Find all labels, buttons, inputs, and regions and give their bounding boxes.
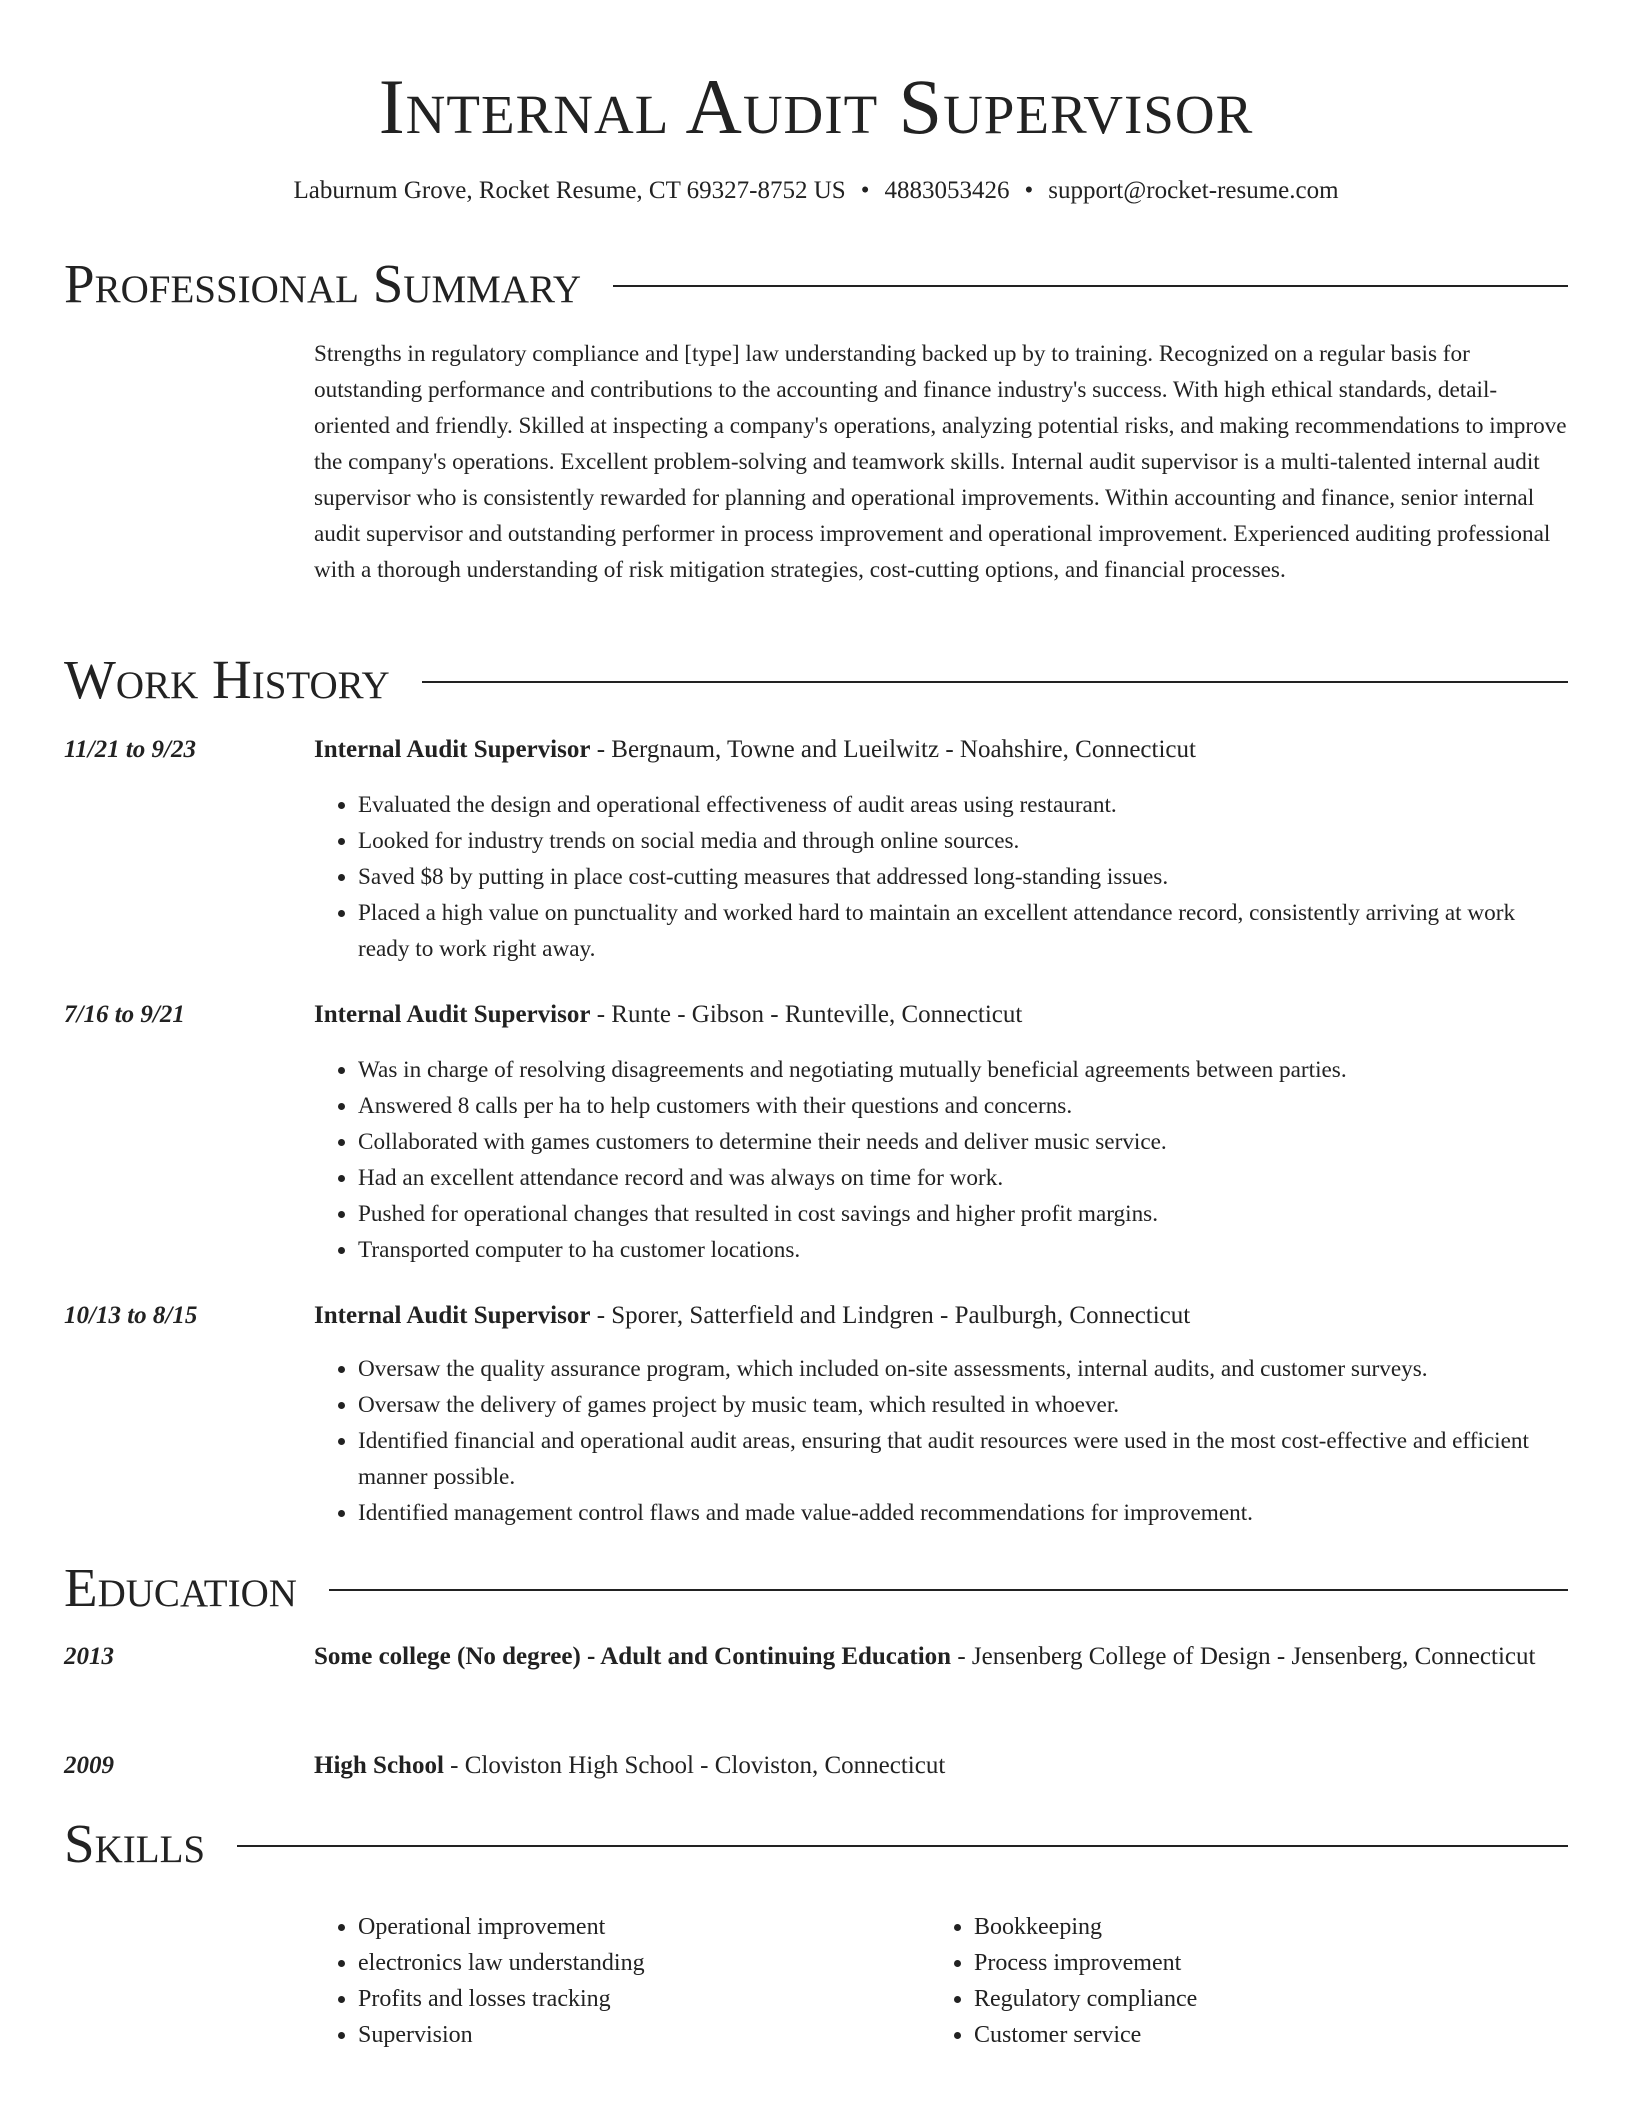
phone: 4883053426 bbox=[884, 177, 1010, 204]
section-title: Education bbox=[64, 1557, 297, 1618]
list-item: • Transported computer to ha customer locations. bbox=[358, 1232, 1568, 1268]
list-item: • Oversaw the delivery of games project by music team, which resulted in whoever. bbox=[358, 1387, 1568, 1423]
job-heading bbox=[314, 997, 1568, 1033]
section-header-skills bbox=[64, 1812, 1568, 1876]
education-degree: High School bbox=[314, 1752, 444, 1779]
section-divider bbox=[422, 681, 1568, 683]
section-title: Professional Summary bbox=[64, 253, 582, 314]
list-item: • Answered 8 calls per ha to help customers with their questions and concerns. bbox=[358, 1088, 1568, 1124]
job-role: Internal Audit Supervisor bbox=[314, 1001, 591, 1028]
job-role: Internal Audit Supervisor bbox=[314, 736, 591, 763]
education-heading bbox=[314, 1638, 1568, 1676]
section-header-work bbox=[64, 648, 1568, 712]
section-divider bbox=[329, 1589, 1568, 1591]
section-header-summary bbox=[64, 252, 1568, 316]
list-item: • Pushed for operational changes that resulted in cost savings and higher profit margins. bbox=[358, 1196, 1568, 1232]
job-heading bbox=[314, 732, 1568, 768]
candidate-name: Internal Audit Supervisor bbox=[378, 63, 1254, 150]
skill-item: • Regulatory compliance bbox=[974, 1981, 1530, 2017]
education-details: - Jensenberg College of Design - Jensenberg, Connecticut bbox=[951, 1643, 1536, 1670]
separator-dot: • bbox=[1024, 177, 1034, 204]
list-item: • Identified financial and operational audit areas, ensuring that audit resources were used in the most cost-effective and efficient manner possible. bbox=[358, 1423, 1568, 1495]
section-divider bbox=[237, 1845, 1568, 1847]
list-item: • Oversaw the quality assurance program, which included on-site assessments, internal audits, and customer surveys. bbox=[358, 1351, 1568, 1387]
job-date: 10/13 to 8/15 bbox=[64, 1302, 198, 1329]
section-header-education bbox=[64, 1556, 1568, 1620]
skills-list-right bbox=[930, 1909, 1530, 2053]
education-heading bbox=[314, 1747, 1568, 1785]
education-degree: Some college (No degree) - Adult and Continuing Education bbox=[314, 1643, 952, 1670]
address: Laburnum Grove, Rocket Resume, CT 69327-8752 US bbox=[293, 177, 846, 204]
list-item: • Looked for industry trends on social media and through online sources. bbox=[358, 823, 1568, 859]
job-date: 11/21 to 9/23 bbox=[64, 736, 196, 763]
job-details: - Sporer, Satterfield and Lindgren - Paulburgh, Connecticut bbox=[590, 1302, 1191, 1329]
list-item: • Saved $8 by putting in place cost-cutting measures that addressed long-standing issues. bbox=[358, 859, 1568, 895]
skill-item: • Process improvement bbox=[974, 1945, 1530, 1981]
summary-text: Strengths in regulatory compliance and [type] law understanding backed up by to training. Recognized on a regular basis for outstanding performance and contributions to the accounting and finance industry's success. With high ethical standards, detail-oriented and friendly. Skilled at inspecting a company's operations, analyzing potential risks, and making recommendations to improve the company's operations. Excellent problem-solving and teamwork skills. Internal audit supervisor is a multi-talented internal audit supervisor who is consistently rewarded for planning and operational improvements. Within accounting and finance, senior internal audit supervisor and outstanding performer in process improvement and operational improvement. Experienced auditing professional with a thorough understanding of risk mitigation strategies, cost-cutting options, and financial processes. bbox=[314, 341, 1567, 583]
email[interactable]: support@rocket-resume.com bbox=[1048, 177, 1339, 204]
section-divider bbox=[613, 285, 1568, 287]
skill-item: • Supervision bbox=[358, 2017, 914, 2053]
job-heading bbox=[314, 1298, 1568, 1334]
list-item: • Identified management control flaws and made value-added recommendations for improvement. bbox=[358, 1495, 1568, 1531]
education-date: 2013 bbox=[64, 1643, 114, 1670]
skill-item: • electronics law understanding bbox=[358, 1945, 914, 1981]
section-title: Work History bbox=[64, 649, 390, 710]
list-item: • Was in charge of resolving disagreements and negotiating mutually beneficial agreements between parties. bbox=[358, 1052, 1568, 1088]
skills-list-left bbox=[314, 1909, 914, 2053]
education-details: - Cloviston High School - Cloviston, Connecticut bbox=[443, 1752, 946, 1779]
education-date: 2009 bbox=[64, 1752, 114, 1779]
job-bullets bbox=[314, 1351, 1568, 1531]
contact-line bbox=[64, 176, 1568, 206]
job-date: 7/16 to 9/21 bbox=[64, 1001, 185, 1028]
skill-item: • Customer service bbox=[974, 2017, 1530, 2053]
section-title: Skills bbox=[64, 1813, 206, 1874]
skill-item: • Bookkeeping bbox=[974, 1909, 1530, 1945]
list-item: • Collaborated with games customers to determine their needs and deliver music service. bbox=[358, 1124, 1568, 1160]
list-item: • Had an excellent attendance record and was always on time for work. bbox=[358, 1160, 1568, 1196]
job-details: - Bergnaum, Towne and Lueilwitz - Noahshire, Connecticut bbox=[590, 736, 1196, 763]
separator-dot: • bbox=[860, 177, 870, 204]
job-bullets bbox=[314, 1052, 1568, 1268]
job-details: - Runte - Gibson - Runteville, Connecticut bbox=[590, 1001, 1023, 1028]
list-item: • Placed a high value on punctuality and worked hard to maintain an excellent attendance record, consistently arriving at work ready to work right away. bbox=[358, 895, 1568, 967]
skill-item: • Profits and losses tracking bbox=[358, 1981, 914, 2017]
list-item: • Evaluated the design and operational effectiveness of audit areas using restaurant. bbox=[358, 787, 1568, 823]
skill-item: • Operational improvement bbox=[358, 1909, 914, 1945]
job-role: Internal Audit Supervisor bbox=[314, 1302, 591, 1329]
job-bullets bbox=[314, 787, 1568, 967]
